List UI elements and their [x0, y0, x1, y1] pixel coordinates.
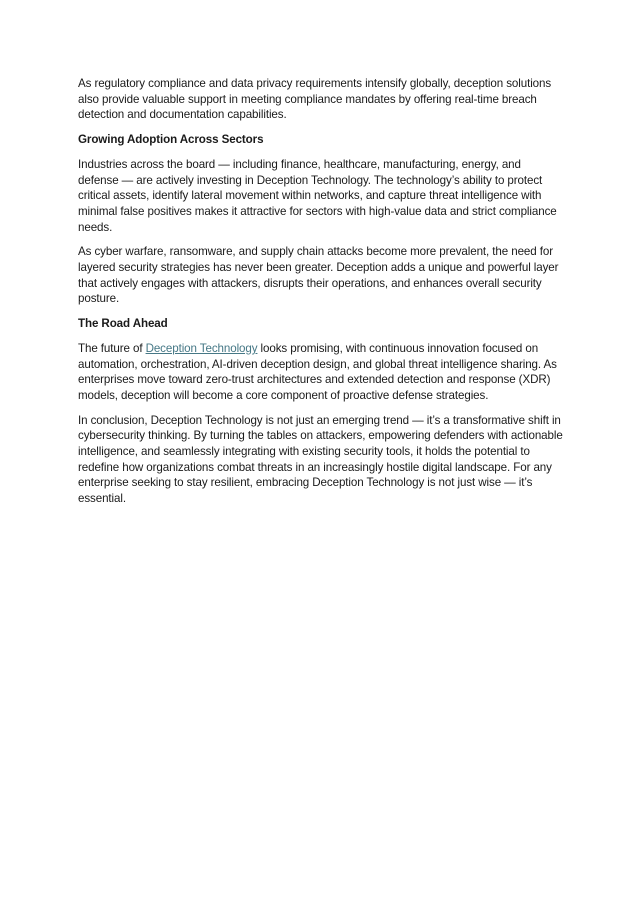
intro-paragraph: As regulatory compliance and data privacy requirements intensify globally, deception solutions also provide valuable support in meeting compliance mandates by offering real-time breach detection and documentation capabilities.	[78, 77, 552, 122]
road-ahead-heading: The Road Ahead	[78, 317, 168, 331]
adoption-paragraph-1: Industries across the board — including finance, healthcare, manufacturing, energy, and defense — are actively investing in Deception Technology. The technology’s ability to protect critical assets, identify lateral movement within networks, and capture threat intelligence with minimal false positives makes it attractive for sectors with high-value data and strict compliance needs.	[78, 157, 557, 234]
road-ahead-text-after: looks promising, with continuous innovation focused on automation, orchestration, AI-driven deception design, and global threat intelligence sharing. As enterprises move toward zero-trust architectures and extended detection and response (XDR) models, deception will become a core component of proactive defense strategies.	[78, 341, 557, 402]
road-ahead-text-before: The future of	[78, 341, 146, 355]
adoption-heading: Growing Adoption Across Sectors	[78, 133, 264, 147]
conclusion-paragraph: In conclusion, Deception Technology is not just an emerging trend — it’s a transformative shift in cybersecurity thinking. By turning the tables on attackers, empowering defenders with actionable intelligence, and seamlessly integrating with existing security tools, it holds the potential to redefine how organizations combat threats in an increasingly hostile digital landscape. For any enterprise seeking to stay resilient, embracing Deception Technology is not just wise — it’s essential.	[78, 413, 563, 506]
document-page	[78, 76, 564, 516]
deception-technology-link[interactable]: Deception Technology	[145, 341, 258, 355]
road-ahead-paragraph	[78, 341, 564, 404]
adoption-paragraph-2: As cyber warfare, ransomware, and supply chain attacks become more prevalent, the need for layered security strategies has never been greater. Deception adds a unique and powerful layer that actively engages with attackers, disrupts their operations, and enhances overall security posture.	[78, 245, 559, 306]
